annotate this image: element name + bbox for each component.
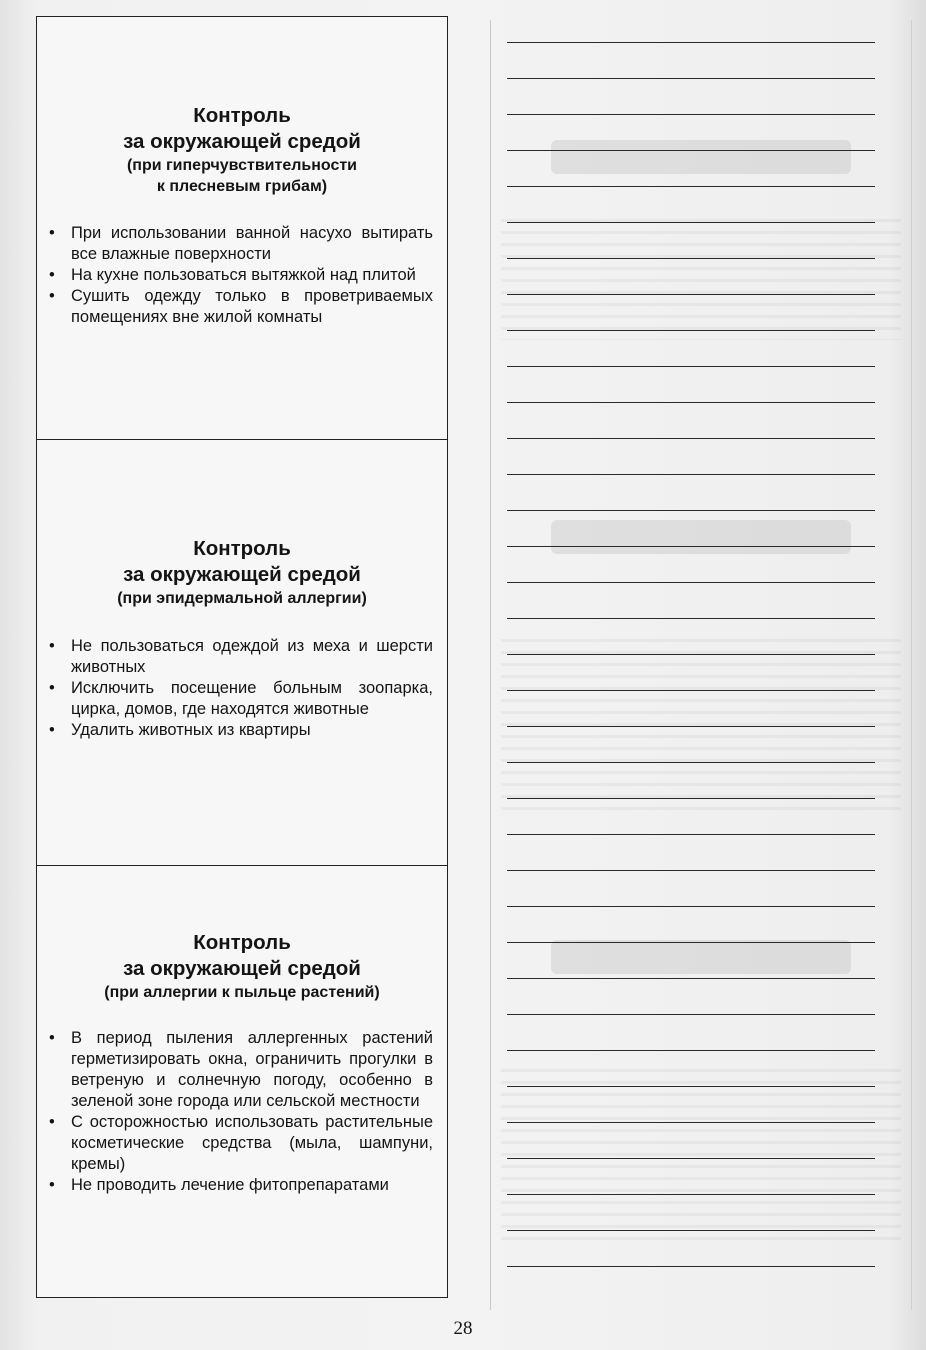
ruled-line [507, 114, 875, 115]
bleed-through-shadow [501, 1060, 901, 1240]
bleed-through-shadow [551, 520, 851, 554]
list-item: • Исключить посещение больным зоопарка, цирка, домов, где находятся животные [37, 678, 447, 720]
notes-ruled-column [490, 20, 912, 1310]
ruled-line [507, 762, 875, 763]
panel-header [37, 930, 447, 1003]
ruled-line [507, 906, 875, 907]
ruled-line [507, 78, 875, 79]
panel-title: Контроль [193, 104, 291, 127]
ruled-line [507, 150, 875, 151]
ruled-line [507, 510, 875, 511]
panel-subtitle: (при гиперчувствительности [126, 157, 358, 174]
bleed-through-shadow [551, 140, 851, 174]
ruled-line [507, 438, 875, 439]
list-item: • Удалить животных из квартиры [37, 720, 447, 741]
bleed-through-shadow [551, 940, 851, 974]
ruled-line [507, 1194, 875, 1195]
ruled-line [507, 654, 875, 655]
list-item: • В период пыления аллергенных растений герметизировать окна, ограничить прогулки в ветреную и солнечную погоду, особенно в зеленой зоне города или сельской местности [37, 1028, 447, 1112]
info-cards-column [36, 16, 448, 1298]
panel-subtitle: (при эпидермальной аллергии) [117, 590, 367, 607]
panel-epidermal-allergy [37, 439, 447, 865]
panel-mold-allergy [37, 17, 447, 439]
ruled-line [507, 942, 875, 943]
ruled-line [507, 294, 875, 295]
ruled-line [507, 474, 875, 475]
panel-title: Контроль [193, 537, 291, 560]
panel-title: Контроль [193, 931, 291, 954]
ruled-line [507, 1122, 875, 1123]
ruled-line [507, 1086, 875, 1087]
ruled-line [507, 1266, 875, 1267]
bleed-through-shadow [501, 630, 901, 810]
ruled-line [507, 258, 875, 259]
ruled-line [507, 726, 875, 727]
list-item: • Не пользоваться одеждой из меха и шерсти животных [37, 636, 447, 678]
ruled-line [507, 618, 875, 619]
list-item: • С осторожностью использовать растительные косметические средства (мыла, шампуни, кремы) [37, 1112, 447, 1175]
list-item: • При использовании ванной насухо вытирать все влажные поверхности [37, 223, 447, 265]
recommendation-list [37, 223, 447, 328]
panel-title-line2: за окружающей средой [123, 563, 361, 586]
page-number: 28 [453, 1318, 473, 1339]
ruled-line [507, 402, 875, 403]
ruled-line [507, 186, 875, 187]
panel-header [37, 536, 447, 609]
ruled-line [507, 1014, 875, 1015]
ruled-line [507, 690, 875, 691]
bleed-through-shadow [501, 210, 901, 340]
ruled-line [507, 1050, 875, 1051]
panel-header [37, 103, 447, 197]
recommendation-list [37, 1028, 447, 1196]
ruled-line [507, 798, 875, 799]
ruled-line [507, 1230, 875, 1231]
ruled-line [507, 546, 875, 547]
panel-title-line2: за окружающей средой [123, 957, 361, 980]
ruled-line [507, 582, 875, 583]
panel-subtitle-line2: к плесневым грибам) [156, 178, 328, 195]
ruled-line [507, 1158, 875, 1159]
ruled-line [507, 978, 875, 979]
ruled-line [507, 834, 875, 835]
ruled-line [507, 42, 875, 43]
ruled-line [507, 870, 875, 871]
panel-title-line2: за окружающей средой [123, 130, 361, 153]
panel-pollen-allergy [37, 865, 447, 1297]
ruled-line [507, 330, 875, 331]
panel-subtitle: (при аллергии к пыльце растений) [104, 984, 380, 1001]
list-item: • Не проводить лечение фитопрепаратами [37, 1175, 447, 1196]
ruled-line [507, 366, 875, 367]
ruled-line [507, 222, 875, 223]
recommendation-list [37, 636, 447, 741]
list-item: • На кухне пользоваться вытяжкой над плитой [37, 265, 447, 286]
list-item: • Сушить одежду только в проветриваемых помещениях вне жилой комнаты [37, 286, 447, 328]
